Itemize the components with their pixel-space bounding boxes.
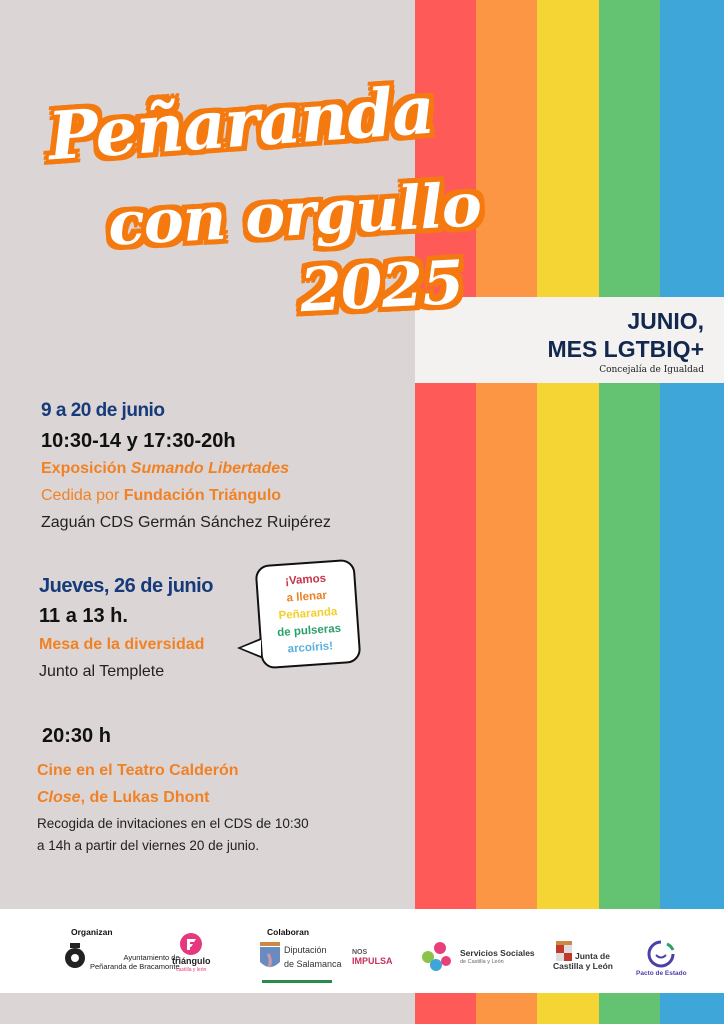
organizan-label: Organizan: [71, 927, 113, 937]
event1-title: [41, 460, 289, 478]
bubble-line2: a llenar: [286, 589, 328, 605]
event3-note-line2: a 14h a partir del viernes 20 de junio.: [37, 838, 260, 853]
logo-servicios-line2: de Castilla y León: [460, 959, 504, 965]
rainbow-stripe-green: [599, 0, 660, 1024]
logo-junta-line2: Castilla y León: [553, 961, 613, 971]
rainbow-stripe-red: [415, 0, 476, 1024]
rainbow-stripe-blue: [660, 0, 724, 1024]
diputacion-underline: [262, 980, 332, 983]
logo-ayuntamiento-line2: Peñaranda de Bracamonte: [90, 962, 180, 971]
bubble-tail-inner: [241, 640, 261, 656]
event2-time: 11 a 13 h.: [39, 605, 128, 627]
event3-film-title: Close: [37, 789, 81, 806]
sponsors-footer: [0, 909, 724, 993]
bubble-line5: arcoíris!: [287, 640, 334, 656]
event1-credit: [41, 487, 281, 505]
diputacion-shield-icon: [260, 942, 280, 972]
logo-servicios-line1: Servicios Sociales: [460, 948, 535, 958]
event3-note-line1: Recogida de invitaciones en el CDS de 10:30: [37, 816, 309, 831]
logo-diputacion-line1: Diputación: [284, 945, 327, 955]
banner-line1: JUNIO,: [627, 308, 704, 334]
event1-credit-prefix: Cedida por: [41, 487, 124, 504]
bubble-line1: ¡Vamos: [284, 572, 327, 588]
event1-title-prefix: Exposición: [41, 460, 131, 477]
logo-junta: [553, 941, 613, 971]
bubble-line3: Peñaranda: [278, 605, 338, 623]
poster-title-line3: 2025: [298, 247, 465, 327]
logo-junta-line1: Junta de: [575, 951, 610, 961]
event3-film: [37, 789, 209, 807]
servicios-sociales-icon: [420, 941, 456, 975]
event1-credit-org: Fundación Triángulo: [123, 487, 282, 504]
logo-ayuntamiento-line1: Ayuntamiento de: [123, 953, 180, 962]
event2-title: Mesa de la diversidad: [39, 636, 205, 653]
logo-triangulo: [172, 933, 211, 973]
event1-location: Zaguán CDS Germán Sánchez Ruipérez: [41, 514, 331, 531]
event1-title-italic: Sumando Libertades: [130, 460, 290, 477]
event3-film-director: , de Lukas Dhont: [80, 789, 210, 806]
crest-icon: [64, 943, 86, 969]
event3-title: Cine en el Teatro Calderón: [37, 762, 239, 779]
banner-line2: MES LGTBIQ+: [547, 336, 704, 362]
logo-servicios-sociales: [420, 941, 535, 975]
logo-nos-impulsa-line2: IMPULSA: [352, 956, 393, 966]
logo-diputacion: [260, 942, 342, 972]
banner-subtitle: Concejalía de Igualdad: [599, 365, 704, 375]
event2-location: Junto al Templete: [39, 663, 165, 680]
bubble-line4: de pulseras: [276, 622, 342, 640]
rainbow-stripe-yellow: [537, 0, 599, 1024]
pacto-estado-icon: [647, 940, 675, 968]
logo-pacto-estado: [636, 940, 687, 977]
event1-time: 10:30-14 y 17:30-20h: [41, 430, 236, 452]
speech-bubble: [254, 559, 361, 670]
logo-diputacion-line2: de Salamanca: [284, 959, 342, 969]
rainbow-stripe-orange: [476, 0, 537, 1024]
poster-title-line2: con orgullo: [106, 170, 483, 260]
logo-nos-impulsa: [352, 949, 393, 966]
junta-crest-icon: [556, 941, 572, 961]
colaboran-label: Colaboran: [267, 927, 310, 937]
poster-title-line1: Peñaranda: [45, 70, 437, 176]
triangulo-icon: [180, 933, 202, 955]
logo-ayuntamiento: [64, 941, 180, 971]
event2-date: Jueves, 26 de junio: [39, 575, 213, 597]
event1-date: 9 a 20 de junio: [41, 400, 165, 421]
event3-time: 20:30 h: [42, 725, 111, 747]
logo-nos-impulsa-line1: NOS: [352, 949, 368, 956]
logo-triangulo-name: triángulo: [172, 956, 211, 966]
logo-pacto-name: Pacto de Estado: [636, 970, 687, 977]
logo-triangulo-sub: castilla y león: [176, 967, 207, 973]
